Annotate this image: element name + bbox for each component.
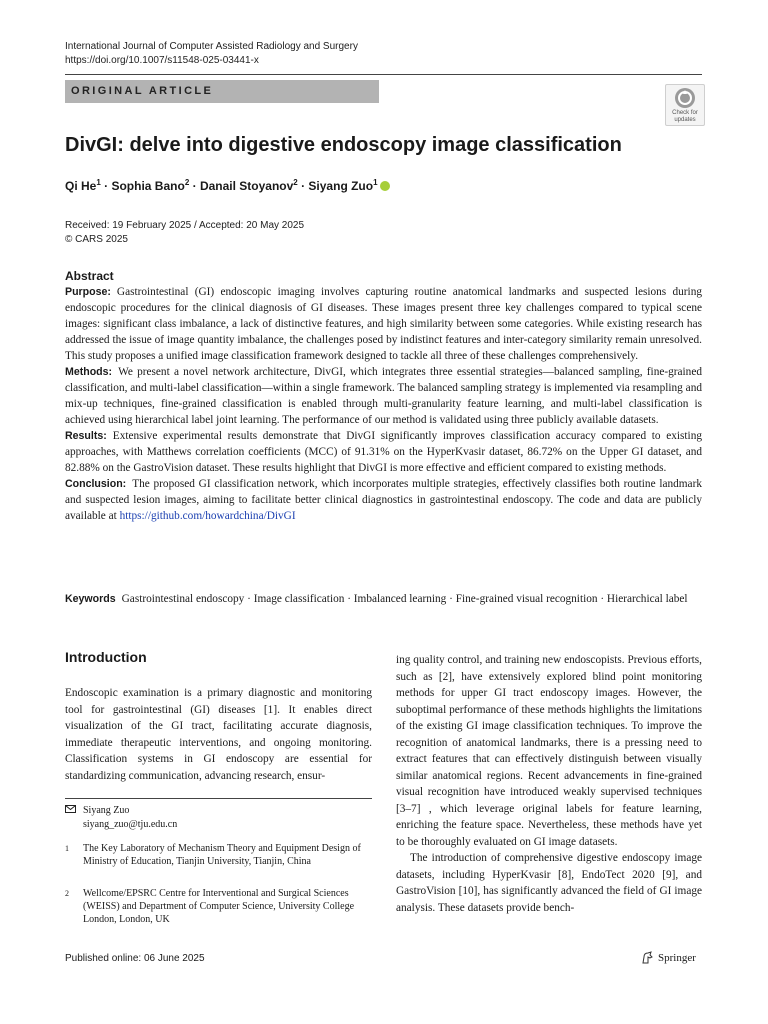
results-label: Results: bbox=[65, 430, 107, 442]
orcid-icon[interactable] bbox=[380, 181, 390, 191]
keywords-text: Gastrointestinal endoscopy · Image classification · Imbalanced learning · Fine-grained visual recognition · Hierarchical label bbox=[121, 593, 688, 605]
affiliation-text: The Key Laboratory of Mechanism Theory and Equipment Design of Ministry of Education, Tianjin University, Tianjin, China bbox=[83, 843, 361, 867]
affiliation-2 bbox=[65, 887, 372, 926]
author-separator: · bbox=[100, 179, 112, 193]
affiliation-text: Wellcome/EPSRC Centre for Interventional and Surgical Sciences (WEISS) and Department of Computer Science, University College London, London, UK bbox=[83, 888, 355, 925]
author-affil-sup: 2 bbox=[184, 178, 190, 187]
author-affil-sup: 1 bbox=[373, 178, 378, 187]
affiliation-1 bbox=[65, 842, 372, 868]
keywords-label: Keywords bbox=[65, 593, 116, 605]
code-repository-link[interactable]: https://github.com/howardchina/DivGI bbox=[119, 510, 296, 522]
badge-line-2: updates bbox=[674, 117, 696, 123]
received-accepted-dates: Received: 19 February 2025 / Accepted: 20 May 2025 bbox=[65, 220, 305, 231]
keywords-section bbox=[65, 591, 702, 607]
author-affil-sup: 2 bbox=[293, 178, 298, 187]
article-type-banner: ORIGINAL ARTICLE bbox=[65, 80, 379, 103]
purpose-label: Purpose: bbox=[65, 286, 111, 298]
abstract-heading: Abstract bbox=[65, 269, 114, 283]
abstract-results bbox=[65, 428, 702, 476]
article-dates bbox=[65, 219, 304, 247]
corresponding-author-email[interactable]: siyang_zuo@tju.edu.cn bbox=[83, 819, 178, 830]
author-name[interactable]: Qi He bbox=[65, 179, 97, 193]
journal-doi-link[interactable]: https://doi.org/10.1007/s11548-025-03441-x bbox=[65, 55, 259, 66]
journal-header bbox=[65, 40, 358, 68]
purpose-text: Gastrointestinal (GI) endoscopic imaging involves capturing routine anatomical landmarks and suspected lesions during endoscopic procedures for the clinical diagnosis of GI diseases. These images present three key challenges compared to typical scene images: significant class imbalance, a lack of distinctive features, and high similarity between some categories. While existing research has addressed the issue of image quantity imbalance, the challenges posed by indistinct features and inter-category similarity remain unresolved. This study proposes a unified image classification framework designed to tackle all three of these challenges comprehensively. bbox=[65, 286, 702, 362]
author-list bbox=[65, 178, 390, 193]
publisher-logo bbox=[640, 951, 696, 965]
methods-label: Methods: bbox=[65, 366, 113, 378]
affiliation-number: 2 bbox=[65, 889, 69, 898]
conclusion-text: The proposed GI classification network, which incorporates multiple strategies, effectively classifies both routine landmark and suspected lesion images, aiming to facilitate better clinical diagnostics in gastrointestinal endoscopy. The code and data are publicly available at bbox=[65, 478, 702, 522]
springer-horse-icon bbox=[640, 951, 654, 965]
conclusion-label: Conclusion: bbox=[65, 478, 127, 490]
author-name[interactable]: Danail Stoyanov bbox=[199, 179, 294, 193]
introduction-heading: Introduction bbox=[65, 649, 147, 665]
check-updates-icon bbox=[674, 87, 696, 109]
author-separator: · bbox=[297, 179, 309, 193]
intro-paragraph: ing quality control, and training new endoscopists. Previous efforts, such as [2], have extensively explored blind point monitoring methods for upper GI tract endoscopy images. However, the suboptimal performance of these methods highlights the limitations of the existing GI image classification techniques. To improve the recognition of anatomical landmarks, there is a pressing need to extract features that can effectively distinguish between visually similar anatomical regions. Recent advancements in fine-grained visual recognition have introduced weakly supervised techniques [3–7] , which leverage original labels for feature learning, enriching the feature space. Nevertheless, these methods have yet to be thoroughly evaluated on GI image datasets. bbox=[396, 654, 702, 848]
results-text: Extensive experimental results demonstrate that DivGI significantly improves classification accuracy compared to existing approaches, with Matthews correlation coefficients (MCC) of 91.31% on the HyperKvasir dataset, 86.72% on the Upper GI dataset, and 82.88% on the GastroVision dataset. These results highlight that DivGI is more effective and efficient compared to existing methods. bbox=[65, 430, 702, 474]
badge-line-1: Check for bbox=[672, 110, 698, 116]
author-separator: · bbox=[189, 179, 200, 193]
abstract-section bbox=[65, 268, 702, 524]
abstract-conclusion bbox=[65, 476, 702, 524]
envelope-icon bbox=[65, 804, 77, 818]
copyright-line: © CARS 2025 bbox=[65, 234, 128, 245]
intro-left-column bbox=[65, 685, 372, 784]
header-rule bbox=[65, 74, 702, 75]
check-for-updates-badge[interactable] bbox=[665, 84, 705, 126]
intro-paragraph: Endoscopic examination is a primary diagnostic and monitoring tool for gastrointestinal (GI) diseases [1]. It enables direct visualization of the GI tract, facilitating accurate diagnosis, immediate therapeutic interventions, and ongoing monitoring. Classification systems in GI endoscopy are essential for standardizing communication, advancing research, ensur- bbox=[65, 687, 372, 782]
affiliation-number: 1 bbox=[65, 844, 69, 853]
journal-name: International Journal of Computer Assisted Radiology and Surgery bbox=[65, 41, 358, 52]
methods-text: We present a novel network architecture, DivGI, which integrates three essential strategies—balanced sampling, fine-grained classification, and multi-label classification—within a single framework. The balanced sampling strategy is implemented via resampling and mix-up techniques, fine-grained classification is enabled through multi-granularity feature learning, and multi-label classification is achieved using hierarchical label joint learning. The performance of our method is validated using three publicly available datasets. bbox=[65, 366, 702, 426]
author-name[interactable]: Siyang Zuo bbox=[308, 179, 374, 193]
intro-right-column bbox=[396, 652, 702, 916]
footnote-rule bbox=[65, 798, 372, 799]
intro-paragraph: The introduction of comprehensive digestive endoscopy image datasets, including HyperKvasir [8], EndoTect 2020 [9], and GastroVision [10], has significantly advanced the field of GI image analysis. These datasets provide bench- bbox=[396, 852, 702, 914]
author-affil-sup: 1 bbox=[96, 178, 101, 187]
publisher-name: Springer bbox=[658, 952, 696, 964]
author-name[interactable]: Sophia Bano bbox=[111, 179, 185, 193]
corresponding-author-note bbox=[65, 804, 177, 832]
published-date: Published online: 06 June 2025 bbox=[65, 953, 205, 964]
paper-title: DivGI: delve into digestive endoscopy image classification bbox=[65, 134, 622, 156]
abstract-methods bbox=[65, 364, 702, 428]
abstract-purpose bbox=[65, 284, 702, 364]
corresponding-author-name: Siyang Zuo bbox=[83, 805, 130, 816]
